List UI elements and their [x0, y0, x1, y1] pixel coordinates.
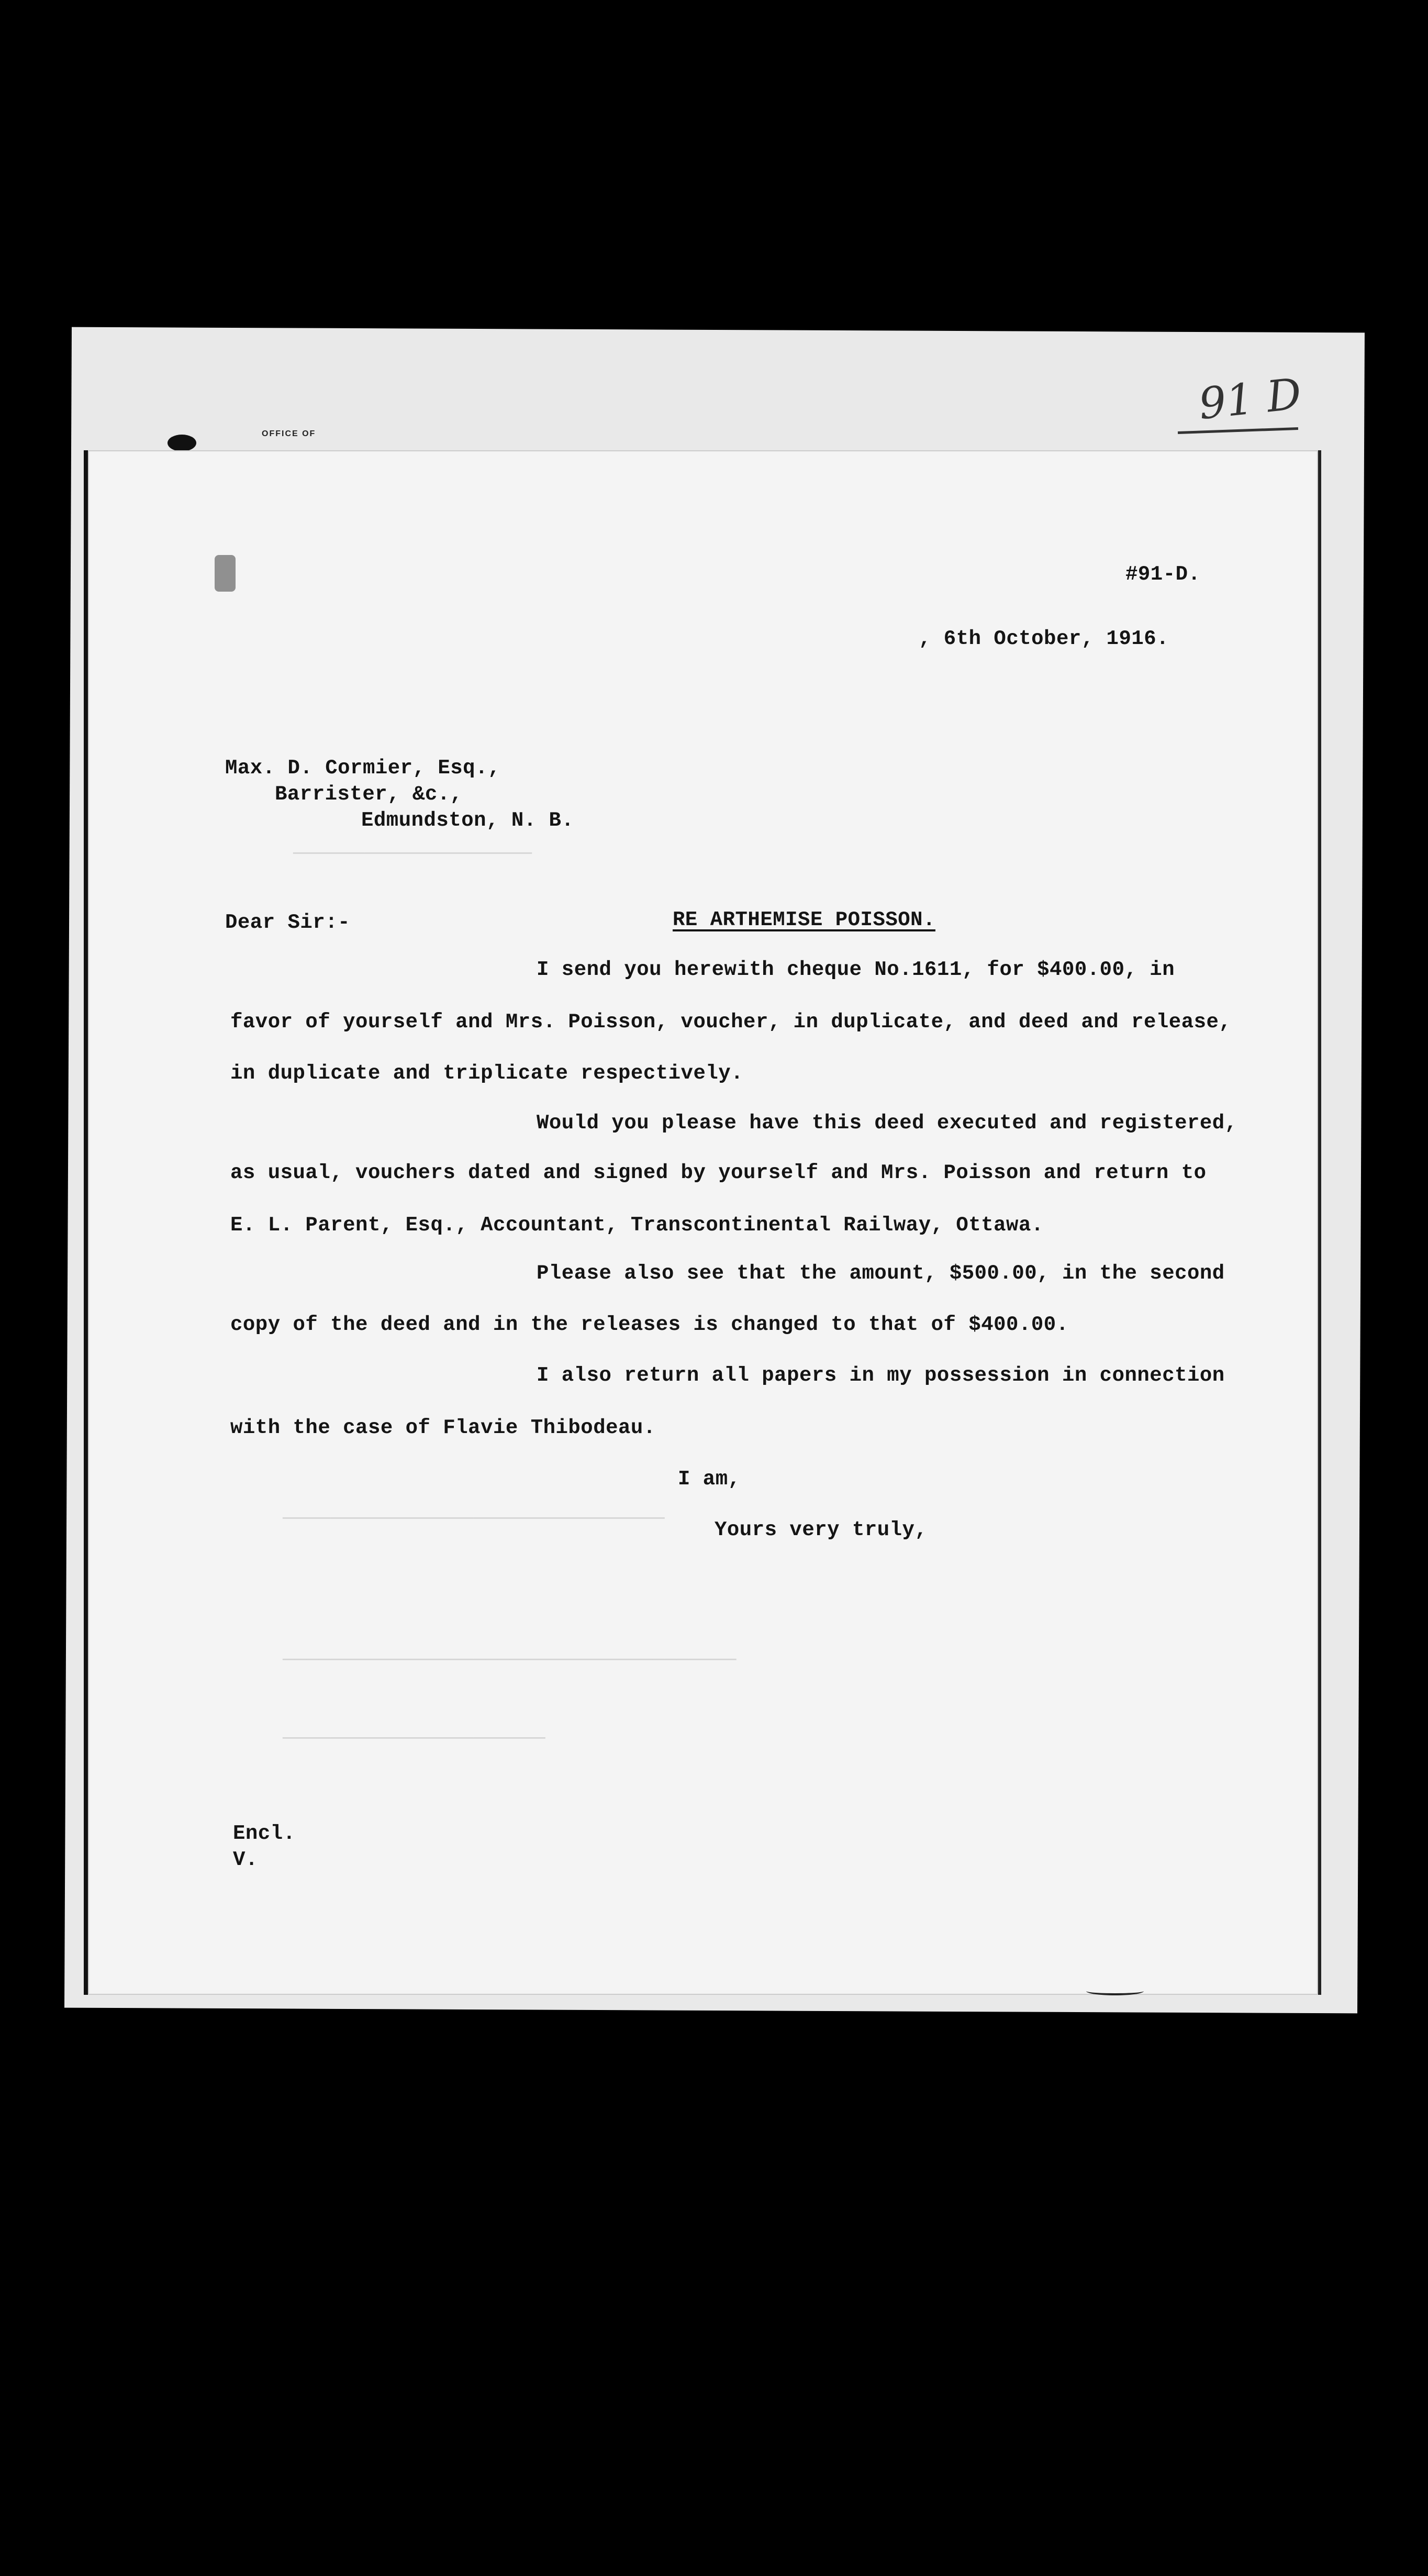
body-line: in duplicate and triplicate respectively.	[230, 1062, 744, 1085]
recipient-name: Max. D. Cormier, Esq.,	[225, 757, 500, 780]
pen-mark	[1086, 1987, 1144, 1995]
body-line: as usual, vouchers dated and signed by yourself and Mrs. Poisson and return to	[230, 1161, 1207, 1184]
recipient-title: Barrister, &c.,	[275, 783, 463, 806]
body-line: I send you herewith cheque No.1611, for $400.00, in	[537, 958, 1175, 981]
recipient-location: Edmundston, N. B.	[361, 809, 574, 832]
body-line: Please also see that the amount, $500.00, in the second	[537, 1262, 1225, 1285]
bleed-through-text: ────────────────────	[293, 843, 532, 865]
initials: V.	[233, 1848, 258, 1871]
subject-line: RE ARTHEMISE POISSON.	[673, 908, 935, 931]
bleed-through-text: ──────────────────────	[283, 1728, 545, 1750]
handwritten-file-number: 91 D	[1196, 369, 1304, 429]
paperclip-mark-icon	[215, 555, 236, 592]
closing-line: I am,	[678, 1468, 741, 1491]
body-line: copy of the deed and in the releases is changed to that of $400.00.	[230, 1313, 1069, 1336]
bleed-through-text: ──────────────────────────────────────	[283, 1649, 737, 1672]
salutation: Dear Sir:-	[225, 911, 351, 934]
body-line: I also return all papers in my possession in connection	[537, 1364, 1225, 1387]
office-label: OFFICE OF	[262, 429, 316, 438]
body-line: with the case of Flavie Thibodeau.	[230, 1416, 656, 1439]
body-line: Would you please have this deed executed and registered,	[537, 1112, 1237, 1135]
file-reference: #91-D.	[1125, 563, 1201, 586]
closing-signoff: Yours very truly,	[715, 1518, 928, 1541]
ink-blot	[168, 435, 196, 451]
letter-date: , 6th October, 1916.	[919, 627, 1169, 650]
enclosure-note: Encl.	[233, 1822, 296, 1845]
body-line: favor of yourself and Mrs. Poisson, voucher, in duplicate, and deed and release,	[230, 1011, 1232, 1034]
bleed-through-text: ────────────────────────────────	[283, 1508, 665, 1530]
body-line: E. L. Parent, Esq., Accountant, Transcontinental Railway, Ottawa.	[230, 1214, 1044, 1237]
